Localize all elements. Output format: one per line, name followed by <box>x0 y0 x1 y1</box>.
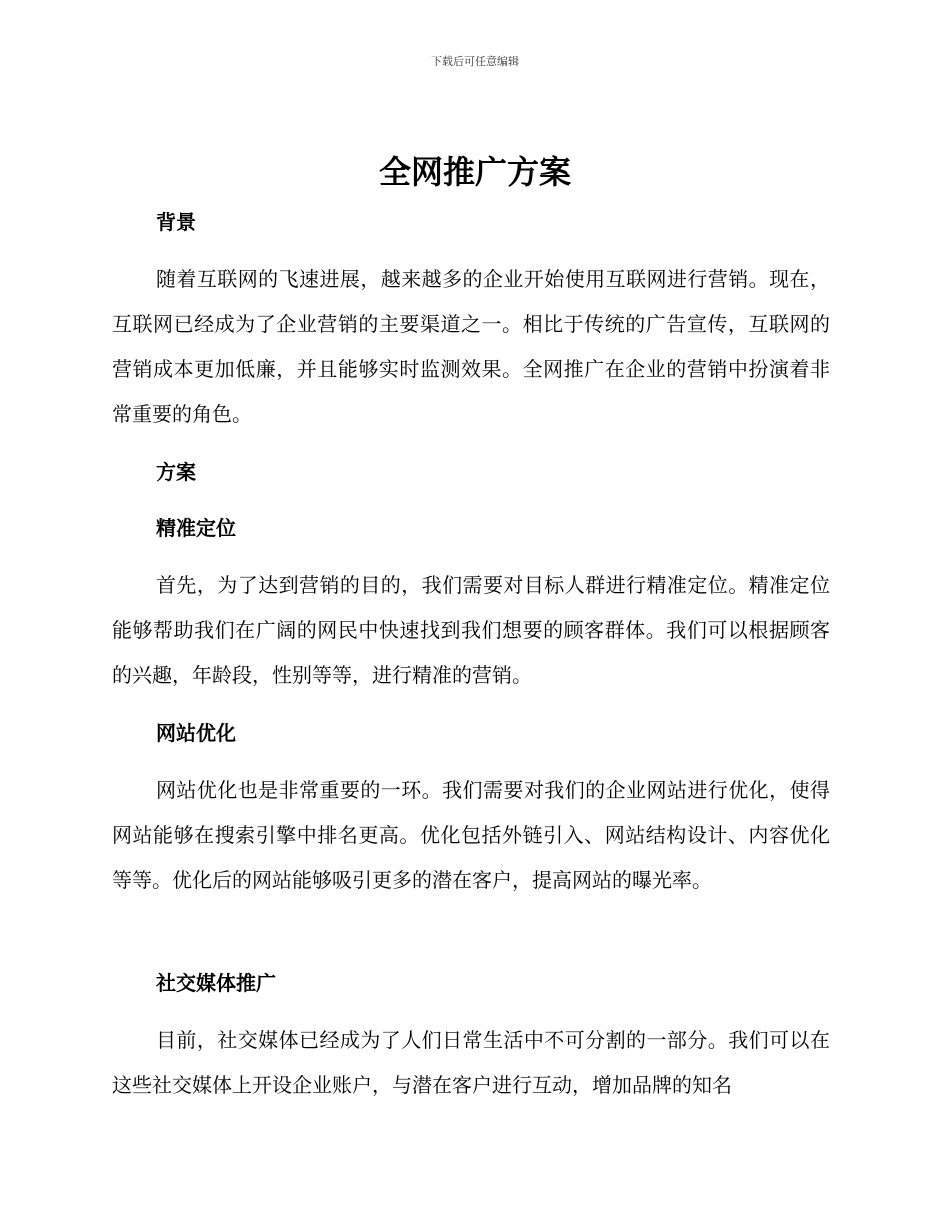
paragraph-background: 随着互联网的飞速进展，越来越多的企业开始使用互联网进行营销。现在，互联网已经成为了企业营销的主要渠道之一。相比于传统的广告宣传，互联网的营销成本更加低廉，并且能够实时监测效果。全网推广在企业的营销中扮演着非常重要的角色。 <box>112 267 830 426</box>
section-heading-plan: 方案 <box>156 460 196 484</box>
section-heading-social-media: 社交媒体推广 <box>156 971 276 995</box>
section-heading-background: 背景 <box>156 210 196 234</box>
section-heading-precise-targeting: 精准定位 <box>156 516 236 540</box>
document-title: 全网推广方案 <box>378 153 571 191</box>
section-heading-website-optimization: 网站优化 <box>156 721 236 745</box>
paragraph-website-optimization: 网站优化也是非常重要的一环。我们需要对我们的企业网站进行优化，使得网站能够在搜索引擎中排名更高。优化包括外链引入、网站结构设计、内容优化等等。优化后的网站能够吸引更多的潜在客户，提高网站的曝光率。 <box>112 778 830 892</box>
paragraph-precise-targeting: 首先，为了达到营销的目的，我们需要对目标人群进行精准定位。精准定位能够帮助我们在广阔的网民中快速找到我们想要的顾客群体。我们可以根据顾客的兴趣，年龄段，性别等等，进行精准的营销。 <box>112 573 830 687</box>
header-note: 下载后可任意编辑 <box>431 55 519 68</box>
paragraph-social-media: 目前，社交媒体已经成为了人们日常生活中不可分割的一部分。我们可以在这些社交媒体上开设企业账户，与潜在客户进行互动，增加品牌的知名 <box>112 1028 830 1097</box>
